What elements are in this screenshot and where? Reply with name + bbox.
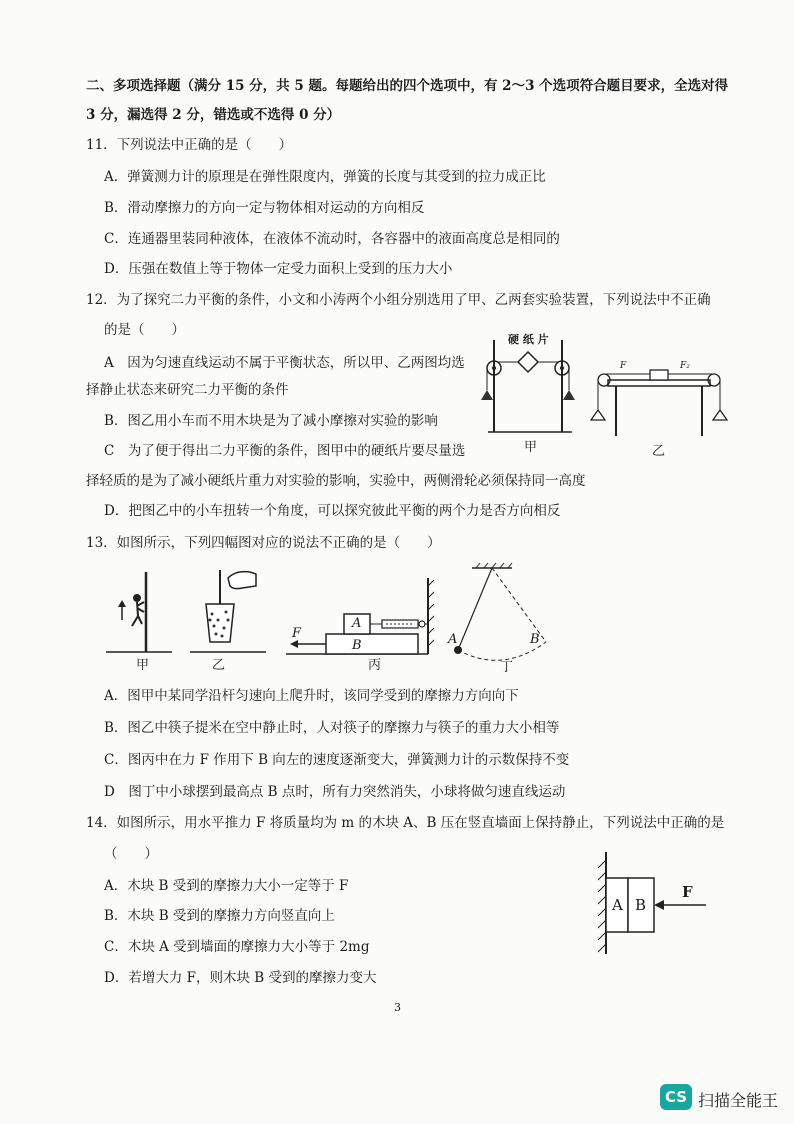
q13-stem: 13．如图所示，下列四幅图对应的说法不正确的是（ ） bbox=[86, 535, 441, 551]
cs-logo-icon: CS bbox=[660, 1084, 692, 1110]
q13-figure-ding bbox=[446, 562, 558, 675]
q12-option-c-line2: 择轻质的是为了减小硬纸片重力对实验的影响，实验中，两侧滑轮必须保持同一高度 bbox=[86, 473, 586, 489]
q14-option-d: D．若增大力 F，则木块 B 受到的摩擦力变大 bbox=[104, 970, 377, 986]
q13-figure-jia bbox=[104, 570, 174, 673]
q12-figure-jia bbox=[478, 332, 584, 460]
q11-option-c: C．连通器里装同种液体，在液体不流动时，各容器中的液面高度总是相同的 bbox=[104, 231, 560, 247]
q13-option-b: B．图乙中筷子提米在空中静止时，人对筷子的摩擦力与筷子的重力大小相等 bbox=[104, 720, 560, 736]
section-title-line2: 3 分，漏选得 2 分，错选或不选得 0 分） bbox=[86, 107, 341, 123]
q12-label-yi: 乙 bbox=[652, 444, 666, 459]
q13-force-f: F bbox=[292, 626, 302, 641]
q12-label-jia: 甲 bbox=[524, 440, 538, 455]
q11-option-b: B．滑动摩擦力的方向一定与物体相对运动的方向相反 bbox=[104, 200, 425, 216]
q13-option-a: A．图甲中某同学沿杆匀速向上爬升时，该同学受到的摩擦力方向向下 bbox=[104, 688, 519, 704]
q12-option-b: B．图乙用小车而不用木块是为了减小摩擦对实验的影响 bbox=[104, 413, 438, 429]
q11-stem: 11．下列说法中正确的是（ ） bbox=[86, 137, 293, 153]
q13-label-jia: 甲 bbox=[136, 658, 150, 673]
q13-option-c: C．图丙中在力 F 作用下 B 向左的速度逐渐变大，弹簧测力计的示数保持不变 bbox=[104, 752, 570, 768]
q13-figure-yi bbox=[190, 564, 266, 673]
q13-option-d: D 图丁中小球摆到最高点 B 点时，所有力突然消失，小球将做匀速直线运动 bbox=[104, 784, 566, 800]
q14-option-c: C．木块 A 受到墙面的摩擦力大小等于 2mg bbox=[104, 939, 370, 955]
q11-option-a: A．弹簧测力计的原理是在弹性限度内，弹簧的长度与其受到的拉力成正比 bbox=[104, 169, 546, 185]
q13-label-ding: 丁 bbox=[500, 660, 514, 675]
q14-paren: （ ） bbox=[104, 846, 158, 862]
q12-force-left: F bbox=[620, 361, 627, 371]
watermark-text: 扫描全能王 bbox=[698, 1091, 779, 1110]
q13-label-bing: 丙 bbox=[368, 658, 382, 673]
q14-option-a: A．木块 B 受到的摩擦力大小一定等于 F bbox=[104, 878, 349, 894]
q14-block-a: A bbox=[612, 896, 623, 914]
q12-figure-yi bbox=[590, 358, 728, 462]
q14-stem: 14．如图所示，用水平推力 F 将质量均为 m 的木块 A、B 压在竖直墙面上保持静止，下列说法中正确的是 bbox=[86, 815, 725, 831]
q14-block-b: B bbox=[635, 896, 647, 914]
q12-option-d: D．把图乙中的小车扭转一个角度，可以探究彼此平衡的两个力是否方向相反 bbox=[104, 503, 561, 519]
q11-option-d: D．压强在数值上等于物体一定受力面积上受到的压力大小 bbox=[104, 261, 453, 277]
q13-block-a: A bbox=[352, 616, 362, 631]
q12-option-c-line1: C 为了便于得出二力平衡的条件，图甲中的硬纸片要尽量选 bbox=[104, 443, 466, 459]
q13-figure-bing bbox=[286, 578, 436, 673]
q12-force-right: F₂ bbox=[680, 361, 690, 371]
section-title-line1: 二、多项选择题（满分 15 分，共 5 题。每题给出的四个选项中，有 2～3 个选项符合题目要求，全选对得 bbox=[86, 78, 729, 94]
q12-option-a-line2: 择静止状态来研究二力平衡的条件 bbox=[86, 382, 289, 398]
q13-point-b: B bbox=[530, 632, 540, 647]
q13-block-b: B bbox=[352, 638, 362, 653]
q12-stem-line1: 12．为了探究二力平衡的条件，小文和小涛两个小组分别选用了甲、乙两套实验装置，下列说法中不正确 bbox=[86, 292, 711, 308]
q12-card-label: 硬 纸 片 bbox=[508, 333, 549, 346]
camscanner-watermark bbox=[660, 1080, 792, 1116]
q13-point-a: A bbox=[448, 632, 458, 647]
q13-label-yi: 乙 bbox=[212, 658, 226, 673]
q14-figure bbox=[592, 852, 712, 956]
q12-option-a-line1: A 因为匀速直线运动不属于平衡状态，所以甲、乙两图均选 bbox=[104, 355, 465, 371]
q14-option-b: B．木块 B 受到的摩擦力方向竖直向上 bbox=[104, 908, 335, 924]
q14-force-f: F bbox=[682, 883, 693, 901]
page-number: 3 bbox=[394, 1001, 401, 1014]
q12-stem-line2: 的是（ ） bbox=[104, 322, 185, 338]
